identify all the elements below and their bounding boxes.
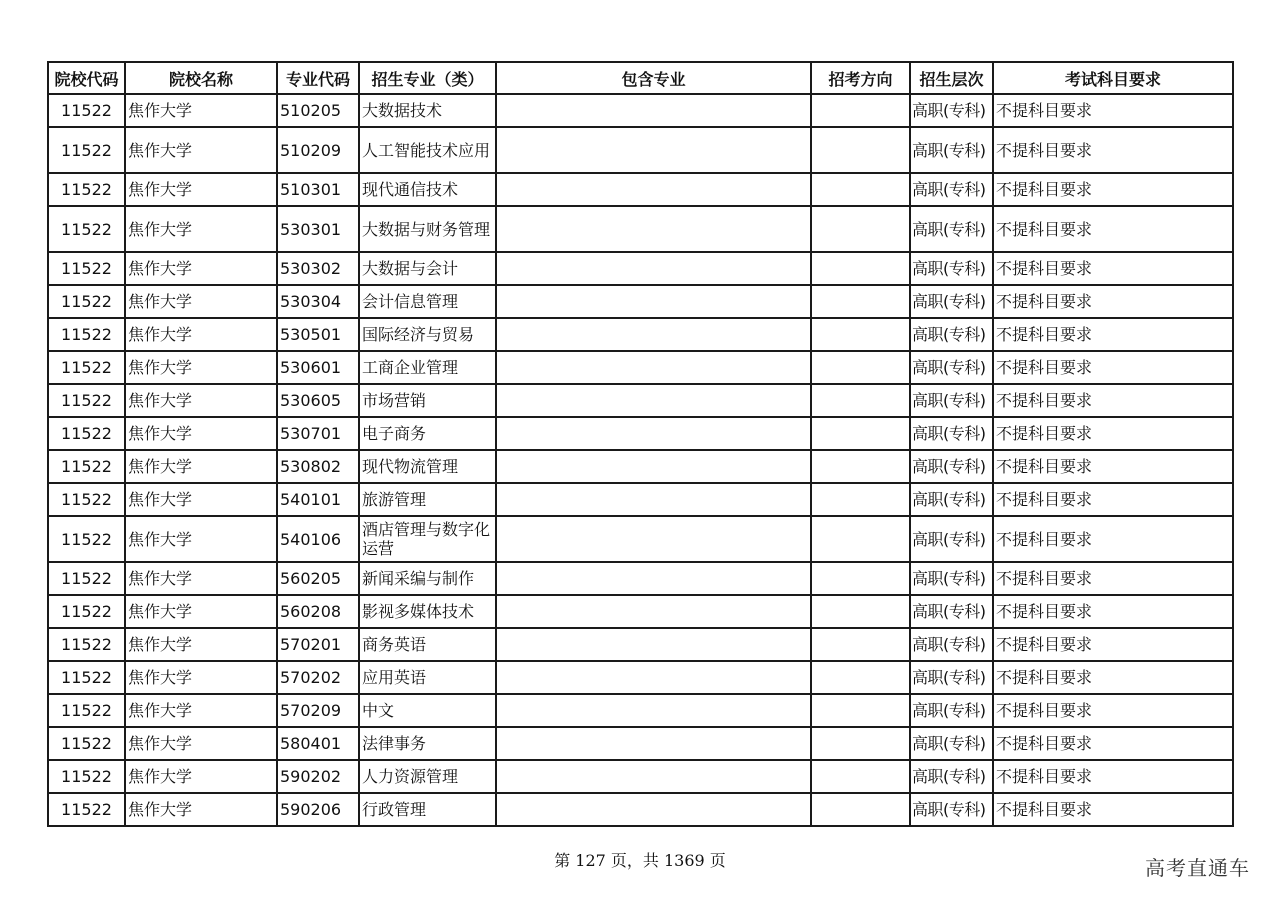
cell-requirement: 不提科目要求 [993, 285, 1233, 318]
cell-school-name: 焦作大学 [125, 562, 277, 595]
cell-requirement: 不提科目要求 [993, 793, 1233, 826]
table-row [48, 595, 1233, 628]
cell-requirement: 不提科目要求 [993, 94, 1233, 127]
cell-direction [811, 173, 910, 206]
cell-school-name: 焦作大学 [125, 94, 277, 127]
header-level: 招生层次 [910, 62, 993, 94]
cell-major: 大数据技术 [359, 94, 496, 127]
table-row [48, 417, 1233, 450]
cell-included-majors [496, 760, 811, 793]
cell-direction [811, 628, 910, 661]
cell-major-code: 530302 [277, 252, 359, 285]
cell-included-majors [496, 252, 811, 285]
cell-direction [811, 483, 910, 516]
cell-major: 旅游管理 [359, 483, 496, 516]
table-row [48, 318, 1233, 351]
cell-direction [811, 318, 910, 351]
cell-school-code: 11522 [48, 516, 125, 562]
cell-included-majors [496, 351, 811, 384]
cell-major: 新闻采编与制作 [359, 562, 496, 595]
header-school-code: 院校代码 [48, 62, 125, 94]
cell-major-code: 570202 [277, 661, 359, 694]
cell-direction [811, 384, 910, 417]
cell-major: 商务英语 [359, 628, 496, 661]
cell-included-majors [496, 417, 811, 450]
cell-direction [811, 661, 910, 694]
cell-school-code: 11522 [48, 94, 125, 127]
cell-requirement: 不提科目要求 [993, 351, 1233, 384]
cell-included-majors [496, 483, 811, 516]
cell-major: 影视多媒体技术 [359, 595, 496, 628]
cell-level: 高职(专科) [910, 173, 993, 206]
cell-school-name: 焦作大学 [125, 173, 277, 206]
cell-school-name: 焦作大学 [125, 694, 277, 727]
cell-school-code: 11522 [48, 417, 125, 450]
cell-major: 酒店管理与数字化运营 [359, 516, 496, 562]
table-row [48, 450, 1233, 483]
cell-school-code: 11522 [48, 595, 125, 628]
table-row [48, 252, 1233, 285]
cell-school-code: 11522 [48, 285, 125, 318]
cell-major-code: 590202 [277, 760, 359, 793]
cell-requirement: 不提科目要求 [993, 562, 1233, 595]
cell-major-code: 580401 [277, 727, 359, 760]
cell-school-code: 11522 [48, 694, 125, 727]
cell-included-majors [496, 562, 811, 595]
cell-requirement: 不提科目要求 [993, 727, 1233, 760]
cell-major-code: 560208 [277, 595, 359, 628]
cell-school-name: 焦作大学 [125, 760, 277, 793]
cell-level: 高职(专科) [910, 450, 993, 483]
cell-major: 法律事务 [359, 727, 496, 760]
cell-school-name: 焦作大学 [125, 793, 277, 826]
cell-school-name: 焦作大学 [125, 450, 277, 483]
table-row [48, 285, 1233, 318]
cell-level: 高职(专科) [910, 483, 993, 516]
table-row [48, 760, 1233, 793]
cell-major: 会计信息管理 [359, 285, 496, 318]
cell-level: 高职(专科) [910, 285, 993, 318]
cell-major-code: 590206 [277, 793, 359, 826]
cell-major: 工商企业管理 [359, 351, 496, 384]
cell-requirement: 不提科目要求 [993, 661, 1233, 694]
cell-school-code: 11522 [48, 727, 125, 760]
cell-direction [811, 450, 910, 483]
cell-level: 高职(专科) [910, 727, 993, 760]
cell-major: 人工智能技术应用 [359, 127, 496, 173]
cell-school-name: 焦作大学 [125, 595, 277, 628]
table-row [48, 628, 1233, 661]
cell-school-code: 11522 [48, 450, 125, 483]
cell-direction [811, 562, 910, 595]
table-row [48, 384, 1233, 417]
header-requirement: 考试科目要求 [993, 62, 1233, 94]
cell-requirement: 不提科目要求 [993, 252, 1233, 285]
cell-school-code: 11522 [48, 318, 125, 351]
table-row [48, 661, 1233, 694]
cell-level: 高职(专科) [910, 94, 993, 127]
header-included-majors: 包含专业 [496, 62, 811, 94]
cell-included-majors [496, 285, 811, 318]
header-major-code: 专业代码 [277, 62, 359, 94]
cell-school-name: 焦作大学 [125, 252, 277, 285]
cell-direction [811, 595, 910, 628]
cell-direction [811, 727, 910, 760]
cell-level: 高职(专科) [910, 206, 993, 252]
cell-included-majors [496, 206, 811, 252]
cell-school-code: 11522 [48, 384, 125, 417]
cell-level: 高职(专科) [910, 318, 993, 351]
cell-major-code: 530601 [277, 351, 359, 384]
cell-level: 高职(专科) [910, 694, 993, 727]
cell-major-code: 570209 [277, 694, 359, 727]
cell-level: 高职(专科) [910, 351, 993, 384]
cell-direction [811, 793, 910, 826]
cell-school-name: 焦作大学 [125, 516, 277, 562]
cell-major: 人力资源管理 [359, 760, 496, 793]
cell-school-code: 11522 [48, 562, 125, 595]
cell-included-majors [496, 127, 811, 173]
cell-direction [811, 351, 910, 384]
cell-requirement: 不提科目要求 [993, 173, 1233, 206]
cell-school-name: 焦作大学 [125, 285, 277, 318]
table-row [48, 173, 1233, 206]
cell-school-name: 焦作大学 [125, 483, 277, 516]
cell-major-code: 530304 [277, 285, 359, 318]
cell-level: 高职(专科) [910, 595, 993, 628]
cell-direction [811, 516, 910, 562]
table-row [48, 127, 1233, 173]
cell-requirement: 不提科目要求 [993, 595, 1233, 628]
cell-school-code: 11522 [48, 127, 125, 173]
header-direction: 招考方向 [811, 62, 910, 94]
cell-major-code: 530605 [277, 384, 359, 417]
header-school-name: 院校名称 [125, 62, 277, 94]
cell-included-majors [496, 727, 811, 760]
cell-school-name: 焦作大学 [125, 351, 277, 384]
cell-level: 高职(专科) [910, 252, 993, 285]
cell-major-code: 570201 [277, 628, 359, 661]
cell-school-name: 焦作大学 [125, 727, 277, 760]
cell-school-name: 焦作大学 [125, 384, 277, 417]
cell-requirement: 不提科目要求 [993, 516, 1233, 562]
header-major: 招生专业（类） [359, 62, 496, 94]
table-row [48, 94, 1233, 127]
cell-school-code: 11522 [48, 661, 125, 694]
cell-major-code: 530802 [277, 450, 359, 483]
enrollment-table [47, 61, 1234, 827]
cell-major-code: 540106 [277, 516, 359, 562]
cell-direction [811, 127, 910, 173]
cell-major-code: 510209 [277, 127, 359, 173]
cell-major-code: 540101 [277, 483, 359, 516]
cell-major-code: 510205 [277, 94, 359, 127]
cell-major-code: 530701 [277, 417, 359, 450]
cell-level: 高职(专科) [910, 562, 993, 595]
cell-school-name: 焦作大学 [125, 206, 277, 252]
cell-major: 大数据与会计 [359, 252, 496, 285]
cell-requirement: 不提科目要求 [993, 694, 1233, 727]
cell-requirement: 不提科目要求 [993, 206, 1233, 252]
cell-major: 电子商务 [359, 417, 496, 450]
cell-major: 现代物流管理 [359, 450, 496, 483]
cell-major: 中文 [359, 694, 496, 727]
cell-major: 现代通信技术 [359, 173, 496, 206]
table-row [48, 516, 1233, 562]
cell-included-majors [496, 595, 811, 628]
cell-included-majors [496, 450, 811, 483]
cell-requirement: 不提科目要求 [993, 483, 1233, 516]
cell-direction [811, 694, 910, 727]
cell-requirement: 不提科目要求 [993, 127, 1233, 173]
cell-school-code: 11522 [48, 252, 125, 285]
cell-included-majors [496, 793, 811, 826]
cell-school-name: 焦作大学 [125, 318, 277, 351]
cell-requirement: 不提科目要求 [993, 760, 1233, 793]
table-row [48, 727, 1233, 760]
cell-direction [811, 760, 910, 793]
table-body [48, 94, 1233, 826]
cell-school-code: 11522 [48, 628, 125, 661]
cell-level: 高职(专科) [910, 760, 993, 793]
cell-level: 高职(专科) [910, 661, 993, 694]
cell-requirement: 不提科目要求 [993, 417, 1233, 450]
cell-included-majors [496, 318, 811, 351]
cell-included-majors [496, 94, 811, 127]
cell-direction [811, 94, 910, 127]
table-row [48, 206, 1233, 252]
table-row [48, 793, 1233, 826]
cell-included-majors [496, 694, 811, 727]
table-row [48, 694, 1233, 727]
cell-school-code: 11522 [48, 173, 125, 206]
cell-major: 大数据与财务管理 [359, 206, 496, 252]
cell-level: 高职(专科) [910, 516, 993, 562]
cell-major: 市场营销 [359, 384, 496, 417]
header-row [48, 62, 1233, 94]
table-row [48, 351, 1233, 384]
cell-major-code: 560205 [277, 562, 359, 595]
cell-direction [811, 206, 910, 252]
cell-school-name: 焦作大学 [125, 127, 277, 173]
cell-level: 高职(专科) [910, 127, 993, 173]
cell-included-majors [496, 384, 811, 417]
cell-school-name: 焦作大学 [125, 661, 277, 694]
cell-included-majors [496, 173, 811, 206]
cell-major: 国际经济与贸易 [359, 318, 496, 351]
cell-direction [811, 285, 910, 318]
cell-major: 应用英语 [359, 661, 496, 694]
cell-requirement: 不提科目要求 [993, 318, 1233, 351]
cell-level: 高职(专科) [910, 628, 993, 661]
cell-major-code: 530501 [277, 318, 359, 351]
cell-requirement: 不提科目要求 [993, 450, 1233, 483]
cell-major-code: 530301 [277, 206, 359, 252]
cell-school-code: 11522 [48, 760, 125, 793]
cell-level: 高职(专科) [910, 417, 993, 450]
cell-level: 高职(专科) [910, 793, 993, 826]
table-row [48, 483, 1233, 516]
cell-direction [811, 252, 910, 285]
cell-school-code: 11522 [48, 351, 125, 384]
cell-school-name: 焦作大学 [125, 417, 277, 450]
cell-requirement: 不提科目要求 [993, 384, 1233, 417]
cell-school-code: 11522 [48, 206, 125, 252]
cell-major: 行政管理 [359, 793, 496, 826]
cell-level: 高职(专科) [910, 384, 993, 417]
cell-school-name: 焦作大学 [125, 628, 277, 661]
watermark: 高考直通车 [1145, 856, 1250, 880]
cell-direction [811, 417, 910, 450]
table-row [48, 562, 1233, 595]
page-number: 第 127 页，共 1369 页 [554, 851, 726, 870]
cell-included-majors [496, 661, 811, 694]
cell-included-majors [496, 516, 811, 562]
enrollment-table-container [47, 61, 1232, 827]
cell-school-code: 11522 [48, 483, 125, 516]
cell-school-code: 11522 [48, 793, 125, 826]
cell-requirement: 不提科目要求 [993, 628, 1233, 661]
cell-major-code: 510301 [277, 173, 359, 206]
cell-included-majors [496, 628, 811, 661]
